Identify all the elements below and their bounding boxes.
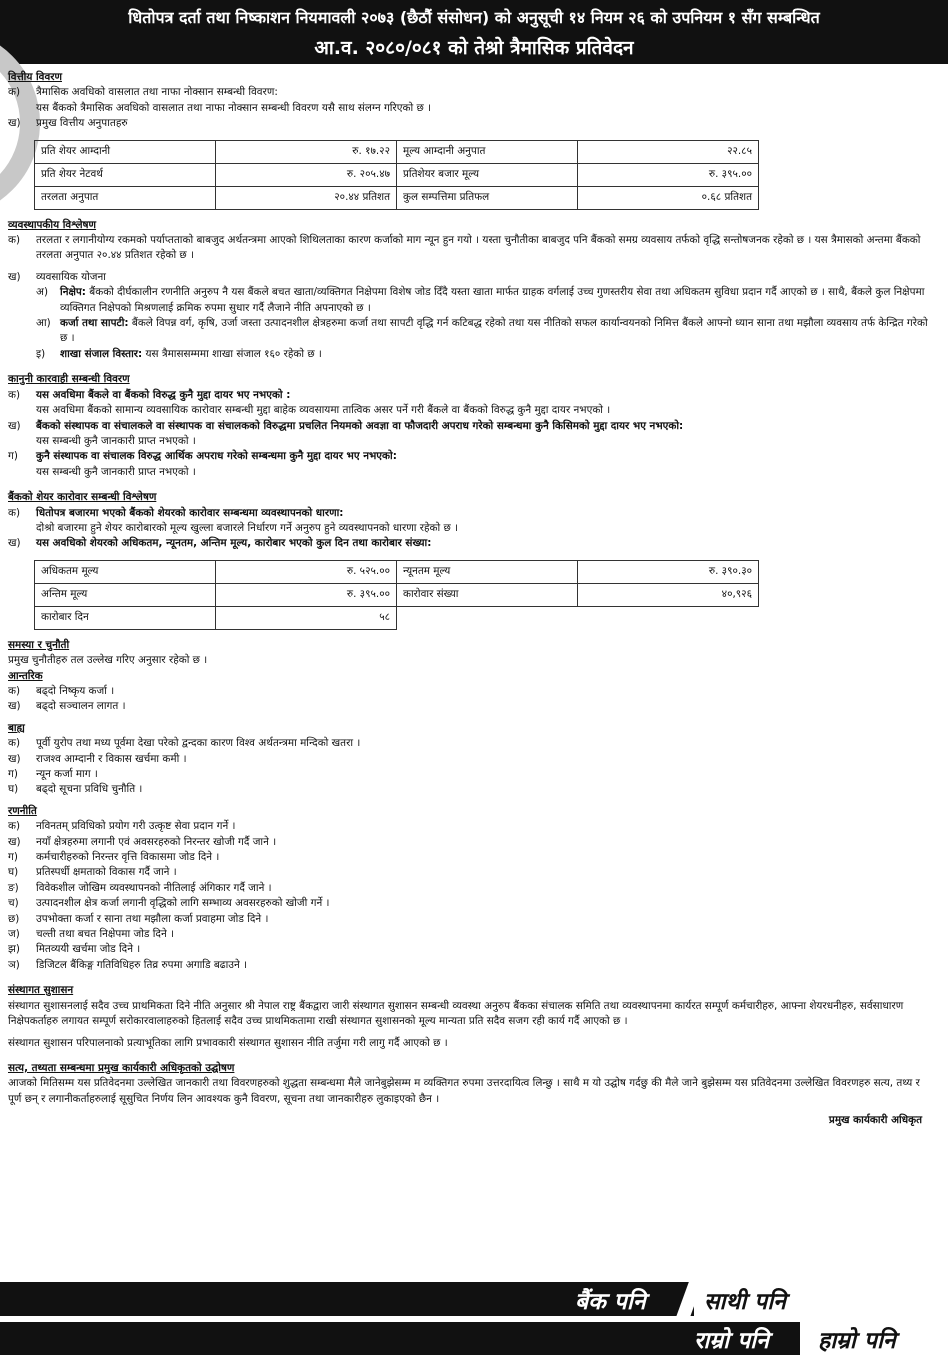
item-label: क) xyxy=(8,737,21,750)
table-cell: प्रति शेयर आम्दानी xyxy=(35,140,216,163)
table-row xyxy=(35,606,759,629)
item-text: राजश्व आम्दानी र विकास खर्चमा कमी । xyxy=(36,752,187,765)
item-heading: कुनै संस्थापक वा संचालक विरुद्ध आर्थिक अपराध गरेको सम्बन्धमा कुनै मुद्दा दायर भए नभएको: xyxy=(36,450,397,463)
footer-bar-bottom xyxy=(0,1322,800,1355)
list-item xyxy=(36,285,936,316)
item-label: छ) xyxy=(8,912,20,925)
item-label: क) xyxy=(8,684,21,697)
item-label: ख) xyxy=(8,270,21,283)
slogan-good: राम्रो पनि xyxy=(694,1328,769,1354)
item-label: घ) xyxy=(8,866,19,879)
item-text: उत्पादनशील क्षेत्र कर्जा लगानी वृद्धिको लागि सम्भाव्य अवसरहरुको खोजी गर्ने । xyxy=(36,897,330,910)
item-label: क) xyxy=(8,820,21,833)
item-heading: बैंकको संस्थापक वा संचालकले वा संस्थापक वा संचालकको विरुद्धमा प्रचलित नियमको अवज्ञा वा फौजदारी अपराध गरेको सम्बन्धमा कुनै किसिमको मुद्दा दायर भए नभएको: xyxy=(36,419,684,432)
management-item-a xyxy=(8,233,936,264)
list-item xyxy=(8,736,936,751)
share-item-a xyxy=(8,506,936,521)
table-cell: कुल सम्पत्तिमा प्रतिफल xyxy=(397,186,578,209)
slogan-ours: हाम्रो पनि xyxy=(818,1328,896,1354)
table-cell: अधिकतम मूल्य xyxy=(35,560,216,583)
item-label: क) xyxy=(8,388,21,401)
item-label: ङ) xyxy=(8,881,19,894)
table-row xyxy=(35,560,759,583)
problems-intro: प्रमुख चुनौतीहरु तल उल्लेख गरिए अनुसार रहेको छ । xyxy=(8,654,208,667)
list-item xyxy=(8,942,936,957)
share-section-title: बैंकको शेयर कारोवार सम्बन्धी विश्लेषण xyxy=(8,491,157,504)
item-text: नविनतम् प्रविधिको प्रयोग गरी उत्कृष्ट सेवा प्रदान गर्ने । xyxy=(36,820,236,833)
list-item xyxy=(36,347,936,362)
table-cell: कारोबार दिन xyxy=(35,606,216,629)
table-cell: न्यूनतम मूल्य xyxy=(397,560,578,583)
management-section-title: व्यवस्थापकीय विश्लेषण xyxy=(8,218,97,231)
share-trading-table xyxy=(34,560,759,630)
list-item xyxy=(8,958,936,973)
item-text: व्यवसायिक योजना xyxy=(36,270,106,283)
table-cell: रु. ३९५.०० xyxy=(578,163,759,186)
table-cell: रु. ५२५.०० xyxy=(216,560,397,583)
item-heading: यस अवधिमा बैंकले वा बैंकको विरुद्ध कुनै मुद्दा दायर भए नभएको : xyxy=(36,388,291,401)
list-item xyxy=(8,865,936,880)
list-item xyxy=(8,912,936,927)
item-label: ख) xyxy=(8,537,21,550)
table-cell: कारोवार संख्या xyxy=(397,583,578,606)
table-cell: तरलता अनुपात xyxy=(35,186,216,209)
table-row xyxy=(35,583,759,606)
slogan-bank: बैंक पनि xyxy=(575,1289,646,1315)
item-label: क) xyxy=(8,86,21,99)
item-heading: धितोपत्र बजारमा भएको बैंकको शेयरको कारोवार सम्बन्धमा व्यवस्थापनको धारणा: xyxy=(36,506,344,519)
table-cell: ५८ xyxy=(216,606,397,629)
list-item xyxy=(8,699,936,714)
item-text: तरलता र लगानीयोग्य रकमको पर्याप्तताको बाबजुद अर्थतन्त्रमा आएको शिथिलताका कारण कर्जाको माग न्यून हुन गयो । यस्ता चुनौतीका बाबजुद पनि बैंकको समग्र व्यवसाय तर्फको वृद्धि सन्तोषजनक रहेको छ । यस त्रैमासको अन्तमा बैंकको तरलता अनुपात २०.४४ प्रतिशत रहेको छ । xyxy=(36,234,921,262)
financial-section-title: वित्तीय विवरण xyxy=(8,71,62,83)
strategy-subtitle: रणनीति xyxy=(8,804,37,817)
declaration-section-title: सत्य, तथ्यता सम्बन्धमा प्रमुख कार्यकारी अधिकृतको उद्घोषण xyxy=(8,1061,235,1074)
table-cell: २२.८५ xyxy=(578,140,759,163)
table-cell: अन्तिम मूल्य xyxy=(35,583,216,606)
table-cell: रु. ३९५.०० xyxy=(216,583,397,606)
item-label: झ) xyxy=(8,943,20,956)
legal-section-title: कानुनी कारवाही सम्बन्धी विवरण xyxy=(8,373,130,386)
item-text: पूर्वी युरोप तथा मध्य पूर्वमा देखा परेको द्वन्दका कारण विश्व अर्थतन्त्रमा मन्दिको खतरा । xyxy=(36,737,361,750)
problems-section-title: समस्या र चुनौती xyxy=(8,638,70,651)
item-heading: शाखा संजाल विस्तार: xyxy=(60,347,143,360)
financial-item-b xyxy=(8,116,936,131)
item-heading: निक्षेप: xyxy=(60,286,86,299)
item-text: यस सम्बन्धी कुनै जानकारी प्राप्त नभएको । xyxy=(36,434,196,447)
list-item xyxy=(8,881,936,896)
external-subtitle: बाह्य xyxy=(8,721,25,734)
item-label: ख) xyxy=(8,752,21,765)
table-row xyxy=(35,186,759,209)
item-label: इ) xyxy=(36,347,46,360)
table-cell: ४०,९२६ xyxy=(578,583,759,606)
internal-subtitle: आन्तरिक xyxy=(8,669,43,682)
financial-item-a-detail: यस बैंकको त्रैमासिक अवधिको वासलात तथा नाफा नोक्सान सम्बन्धी विवरण यसै साथ संलग्न गरिएको छ । xyxy=(36,101,431,114)
financial-item-a xyxy=(8,85,936,100)
table-cell: २०.४४ प्रतिशत xyxy=(216,186,397,209)
item-label: ख) xyxy=(8,117,21,130)
item-label: ज) xyxy=(8,928,20,941)
table-cell: प्रतिशेयर बजार मूल्य xyxy=(397,163,578,186)
item-label: आ) xyxy=(36,317,51,330)
table-cell: रु. १७.२२ xyxy=(216,140,397,163)
item-label: ग) xyxy=(8,768,18,780)
list-item xyxy=(8,752,936,767)
list-item xyxy=(36,316,936,347)
legal-item xyxy=(8,449,936,464)
item-text: बढ्दो निष्कृय कर्जा । xyxy=(36,684,115,697)
item-text: बैंकको दीर्घकालीन रणनीति अनुरुप नै यस बैंकले बचत खाता/व्यक्तिगत निक्षेपमा विशेष जोड दिँदै यस्ता खाता मार्फत ग्राहक वर्गलाई उच्च गुणस्तरीय सेवा तथा अधिकतम सुविधा प्रदान गर्दै आएको छ । साथै, बैंकले कुल निक्षेपमा व्यक्तिगत निक्षेपको मिश्रणलाई क्रमिक रुपमा सुधार गर्दै लैजाने नीति अपनाएको छ । xyxy=(60,286,925,314)
item-text: यस अवधिमा बैंकको सामान्य व्यवसायिक कारोवार सम्बन्धी मुद्दा बाहेक व्यवसायमा तात्विक असर पर्ने गरी बैंकले वा बैंकको विरुद्ध कुनै मुद्दा दायर नभएको । xyxy=(36,404,611,417)
table-cell: रु. ३९०.३० xyxy=(578,560,759,583)
management-item-b xyxy=(8,270,936,285)
report-header xyxy=(0,0,948,64)
item-label: अ) xyxy=(36,286,48,299)
governance-paragraph-2: संस्थागत सुशासन परिपालनाको प्रत्याभूतिका लागि प्रभावकारी संस्थागत सुशासन नीति तर्जुमा गरी लागु गर्दै आएको छ । xyxy=(8,1036,448,1049)
item-text: यस सम्बन्धी कुनै जानकारी प्राप्त नभएको । xyxy=(36,465,196,478)
item-text: यस त्रैमाससम्ममा शाखा संजाल १६० रहेको छ । xyxy=(145,347,322,360)
item-label: क) xyxy=(8,506,21,519)
list-item xyxy=(8,767,936,782)
item-label: च) xyxy=(8,897,19,910)
list-item xyxy=(8,819,936,834)
item-text: न्यून कर्जा माग । xyxy=(36,768,98,780)
share-item-b xyxy=(8,536,936,551)
table-cell: मूल्य आम्दानी अनुपात xyxy=(397,140,578,163)
header-report-title: आ.व. २०८०/०८१ को तेश्रो त्रैमासिक प्रतिवेदन xyxy=(314,37,634,59)
item-heading: कर्जा तथा सापटी: xyxy=(60,317,129,330)
item-text: प्रमुख वित्तीय अनुपातहरु xyxy=(36,117,128,130)
item-label: ग) xyxy=(8,450,18,463)
item-text: दोश्रो बजारमा हुने शेयर कारोबारको मूल्य खुल्ला बजारले निर्धारण गर्ने अनुरुप हुने व्यवस्थापनको धारणा रहेको छ । xyxy=(36,521,458,534)
item-text: मितव्ययी खर्चमा जोड दिने । xyxy=(36,943,141,956)
list-item xyxy=(8,835,936,850)
item-text: कर्मचारीहरुको निरन्तर वृत्ति विकासमा जोड दिने । xyxy=(36,851,220,864)
item-label: ञ) xyxy=(8,958,20,971)
item-label: क) xyxy=(8,234,21,247)
report-body xyxy=(8,66,936,1129)
slogan-friend: साथी पनि xyxy=(704,1289,786,1315)
declaration-text: आजको मितिसम्म यस प्रतिवेदनमा उल्लेखित जानकारी तथा विवरणहरुको शुद्धता सम्बन्धमा मैले जानेबुझेसम्म म व्यक्तिगत रुपमा उत्तरदायित्व लिन्छु । साथै म यो उद्घोष गर्दछु की मैले जाने बुझेसम्म यस प्रतिवेदनमा उल्लेखित विवरणहरु सत्य, तथ्य र पूर्ण छन् र लगानीकर्ताहरुलाई सूसुचित निर्णय लिन आवश्यक कुनै विवरण, सूचना तथा जानकारीहरु लुकाइएको छैन । xyxy=(8,1077,920,1105)
list-item xyxy=(8,782,936,797)
table-cell: ०.६८ प्रतिशत xyxy=(578,186,759,209)
item-text: विवेकशील जोखिम व्यवस्थापनको नीतिलाई अंगिकार गर्दै जाने । xyxy=(36,881,272,894)
business-plan-list xyxy=(8,285,936,362)
governance-section-title: संस्थागत सुशासन xyxy=(8,984,74,997)
item-heading: यस अवधिको शेयरको अधिकतम, न्यूनतम, अन्तिम मूल्य, कारोबार भएको कुल दिन तथा कारोबार संख्या: xyxy=(36,537,432,550)
item-text: उपभोक्ता कर्जा र साना तथा मझौला कर्जा प्रवाहमा जोड दिने । xyxy=(36,912,269,925)
table-row xyxy=(35,140,759,163)
item-text: बढ्दो सूचना प्रविधि चुनौति । xyxy=(36,783,143,796)
item-text: चल्ती तथा बचत निक्षेपमा जोड दिने । xyxy=(36,928,174,941)
item-label: ख) xyxy=(8,419,21,432)
item-text: बढ्दो सञ्चालन लागत । xyxy=(36,700,126,713)
signature-designation: प्रमुख कार्यकारी अधिकृत xyxy=(828,1114,922,1127)
item-label: ख) xyxy=(8,835,21,848)
list-item xyxy=(8,850,936,865)
item-label: ग) xyxy=(8,851,18,864)
item-label: ख) xyxy=(8,700,21,713)
financial-ratio-table xyxy=(34,140,759,210)
item-label: घ) xyxy=(8,783,19,796)
list-item xyxy=(8,684,936,699)
legal-item xyxy=(8,419,936,434)
item-text: त्रैमासिक अवधिको वासलात तथा नाफा नोक्सान सम्बन्धी विवरण: xyxy=(36,86,278,99)
item-text: नयाँ क्षेत्रहरुमा लगानी एवं अवसरहरुको निरन्तर खोजी गर्दै जाने । xyxy=(36,835,277,848)
item-text: प्रतिस्पर्धी क्षमताको विकास गर्दै जाने । xyxy=(36,866,177,879)
table-row xyxy=(35,163,759,186)
legal-item xyxy=(8,388,936,403)
item-text: बैंकले विपन्न वर्ग, कृषि, उर्जा जस्ता उत्पादनशील क्षेत्रहरुमा कर्जा तथा सापटी वृद्धि गर्न कटिबद्ध रहेको तथा यस नीतिको सफल कार्यान्वयनको निमित्त बैंकले आफ्नो ध्यान साना तथा मझौला व्यवसाय तर्फ केन्द्रित गरेको छ । xyxy=(60,317,928,345)
governance-paragraph-1: संस्थागत सुशासनलाई सदैव उच्च प्राथमिकता दिने नीति अनुसार श्री नेपाल राष्ट्र बैंकद्वारा जारी संस्थागत सुशासन सम्बन्धी व्यवस्था अनुरुप बैंकका संचालक समिति तथा व्यवस्थापनमा कार्यरत सम्पूर्ण कर्मचारीहरु, आफ्ना शेयरधनीहरु, सर्वसाधारण निक्षेपकर्ताहरु लगायत सम्पूर्ण सरोकारवालाहरुको हितलाई सदैव उच्च प्राथमिकतामा राखी संस्थागत सुशासनको मूल्य मान्यता प्रति सदैव सजग रही कार्य गर्दै आएको छ । xyxy=(8,999,904,1028)
header-regulation-line: धितोपत्र दर्ता तथा निष्काशन नियमावली २०७३ (छैठौं संसोधन) को अनुसूची १४ नियम २६ को उपनियम १ सँग सम्बन्धित xyxy=(128,8,820,27)
list-item xyxy=(8,927,936,942)
item-text: डिजिटल बैंकिङ्ग गतिविधिहरु तिव्र रुपमा अगाडि बढाउने । xyxy=(36,958,247,971)
table-cell: प्रति शेयर नेटवर्थ xyxy=(35,163,216,186)
table-cell: रु. २०५.४७ xyxy=(216,163,397,186)
list-item xyxy=(8,896,936,911)
